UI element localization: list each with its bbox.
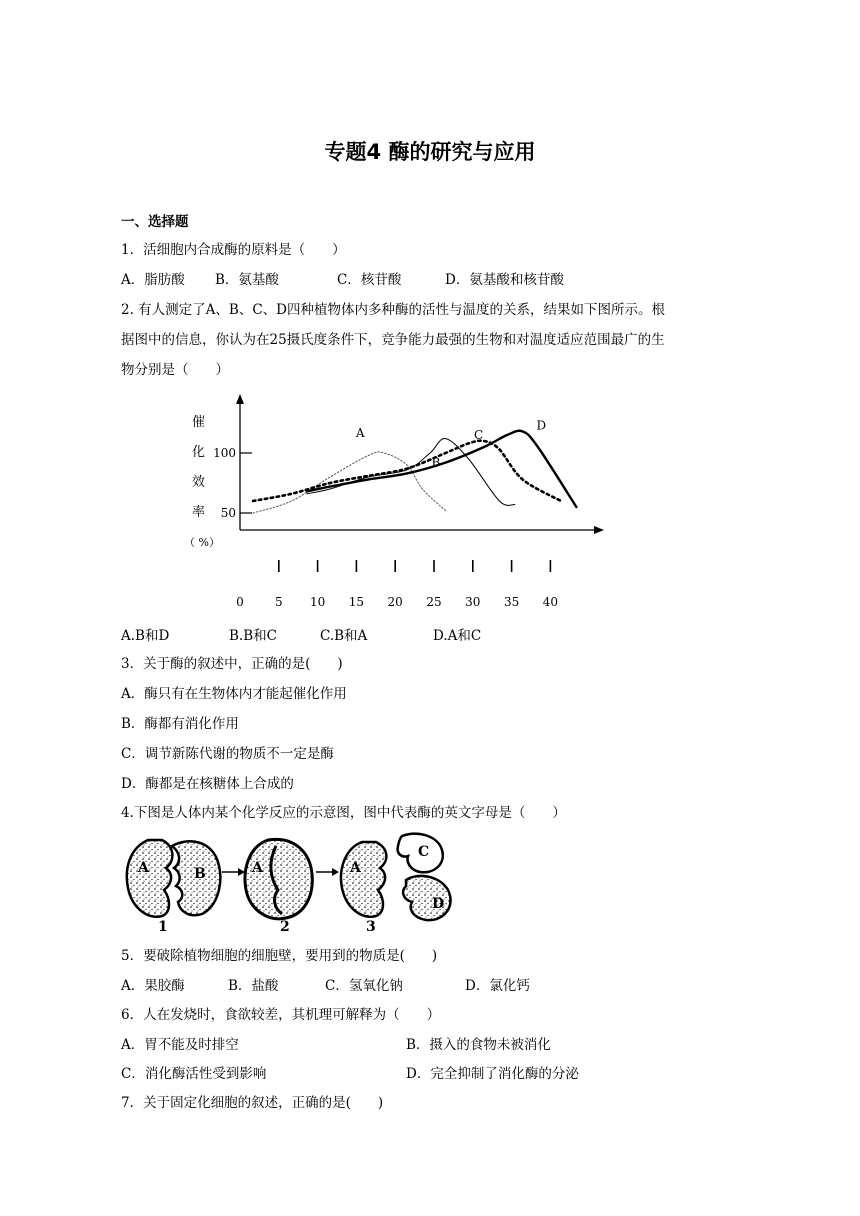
label-c: C <box>418 844 430 860</box>
x-tick-label: 0 <box>236 595 244 609</box>
label-d: D <box>432 896 445 912</box>
option-c: C.B和A <box>320 628 368 644</box>
option-a: A．胃不能及时排空 <box>121 1037 239 1053</box>
option-a: A．脂肪酸 <box>121 272 185 288</box>
series-label-b: B <box>431 455 441 470</box>
question-2-stem-line-2: 据图中的信息，你认为在25摄氏度条件下，竞争能力最强的生物和对温度适应范围最广的生 <box>121 332 665 348</box>
x-tick-label: 10 <box>309 595 326 609</box>
arrow-1 <box>222 868 245 876</box>
question-7-stem: 7．关于固定化细胞的叙述，正确的是( ) <box>121 1095 384 1111</box>
question-6-options-row-1 <box>121 1033 551 1053</box>
option-b: B．氨基酸 <box>215 272 279 288</box>
y-label-char: 率 <box>192 505 206 520</box>
arrow-2 <box>316 868 339 876</box>
question-4-stem: 4.下图是人体内某个化学反应的示意图，图中代表酶的英文字母是（ ） <box>121 805 566 821</box>
x-axis-arrow <box>594 526 604 534</box>
y-axis-arrow <box>236 394 244 404</box>
enzyme-temperature-chart <box>170 388 620 618</box>
option-b: B．盐酸 <box>228 978 279 994</box>
x-tick-label: 35 <box>503 595 520 609</box>
option-b: B.B和C <box>229 628 277 644</box>
option-d: D．氯化钙 <box>465 978 530 994</box>
question-3-option-c: C．调节新陈代谢的物质不一定是酶 <box>121 746 334 762</box>
label-a: A <box>138 860 149 876</box>
x-tick-label: 25 <box>426 595 442 609</box>
label-3: 3 <box>366 919 376 935</box>
y-tick-labels <box>213 446 252 520</box>
question-1-options <box>121 268 564 288</box>
option-a: A．果胶酶 <box>121 978 185 994</box>
series-line-c <box>253 441 561 501</box>
x-tick-label: 40 <box>542 595 559 609</box>
series-label-a: A <box>355 426 365 440</box>
stage-3 <box>341 834 451 935</box>
x-tick-label: 15 <box>348 595 365 609</box>
question-3-stem: 3．关于酶的叙述中，正确的是( ) <box>121 656 343 672</box>
y-axis-label <box>184 414 220 549</box>
option-d: D.A和C <box>433 628 482 644</box>
label-a-stage3: A <box>350 860 361 876</box>
x-tick-label: 20 <box>387 595 403 609</box>
question-2-options <box>121 624 481 644</box>
question-6-options-row-2 <box>121 1062 579 1082</box>
y-tick-label: 50 <box>220 506 236 520</box>
complex-shape <box>245 839 312 918</box>
option-c: C．氢氧化钠 <box>325 978 403 994</box>
option-c: C．核苷酸 <box>337 272 402 288</box>
y-tick-label: 100 <box>213 446 236 460</box>
enzyme-reaction-figure <box>118 828 458 936</box>
y-unit-label: （ %） <box>184 536 220 549</box>
question-2-stem-line-1: 2. 有人测定了A、B、C、D四种植物体内多种酶的活性与温度的关系，结果如下图所示。根 <box>121 302 665 318</box>
y-label-char: 化 <box>192 445 206 460</box>
label-a-stage2: A <box>252 860 263 876</box>
option-b: B．摄入的食物未被消化 <box>406 1037 551 1053</box>
section-heading: 一、选择题 <box>121 214 189 230</box>
y-label-char: 效 <box>192 475 206 490</box>
x-tick-labels <box>236 560 558 609</box>
question-3-option-a: A．酶只有在生物体内才能起催化作用 <box>121 686 347 702</box>
option-d: D．氨基酸和核苷酸 <box>445 272 564 288</box>
page-title: 专题4 酶的研究与应用 <box>324 140 536 164</box>
question-5-stem: 5．要破除植物细胞的细胞壁，要用到的物质是( ) <box>121 948 438 964</box>
option-a: A.B和D <box>121 628 170 644</box>
stage-1 <box>127 840 220 935</box>
enzyme-a-shape <box>127 840 173 917</box>
label-b: B <box>194 866 206 882</box>
x-tick-label: 5 <box>274 595 283 609</box>
x-tick-label: 30 <box>465 595 481 609</box>
question-1-stem: 1．活细胞内合成酶的原料是（ ） <box>121 242 346 258</box>
series-label-c: C <box>474 428 484 442</box>
label-1: 1 <box>158 919 168 935</box>
stage-2 <box>245 839 312 935</box>
y-label-char: 催 <box>192 415 206 430</box>
series-label-d: D <box>536 418 547 433</box>
option-d: D．完全抑制了消化酶的分泌 <box>406 1066 579 1082</box>
question-3-option-b: B．酶都有消化作用 <box>121 716 239 732</box>
option-c: C．消化酶活性受到影响 <box>121 1066 267 1082</box>
question-6-stem: 6．人在发烧时，食欲较差，其机理可解释为（ ） <box>121 1007 441 1023</box>
enzyme-a-shape-stage3 <box>341 842 386 917</box>
series-line-d <box>307 431 577 507</box>
question-3-option-d: D．酶都是在核糖体上合成的 <box>121 776 294 792</box>
chart-series <box>253 418 576 513</box>
question-5-options <box>121 974 530 994</box>
question-2-stem-line-3: 物分别是（ ） <box>121 362 229 378</box>
label-2: 2 <box>280 919 290 935</box>
